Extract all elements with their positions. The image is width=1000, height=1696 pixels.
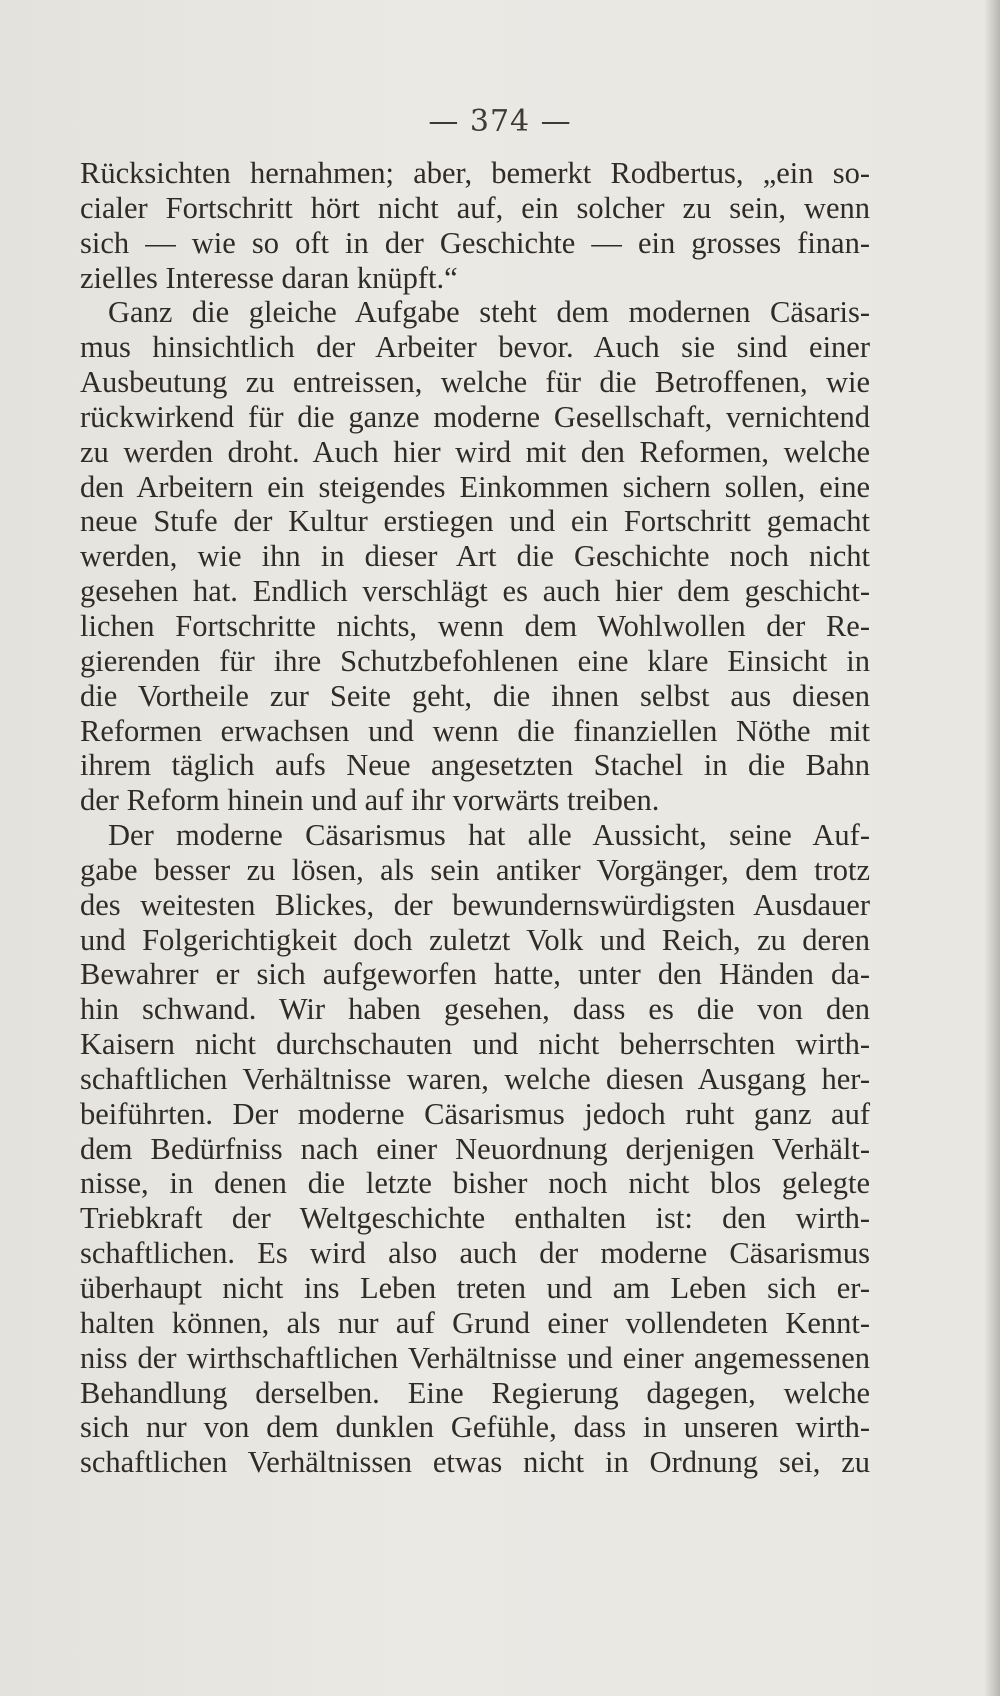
text-line: den Arbeitern ein steigendes Einkommen sichern sollen, eine xyxy=(80,469,870,504)
text-line: Behandlung derselben. Eine Regierung dagegen, welche xyxy=(80,1375,870,1410)
text-line: halten können, als nur auf Grund einer vollendeten Kennt- xyxy=(80,1305,870,1340)
text-line: Ausbeutung zu entreissen, welche für die Betroffenen, wie xyxy=(80,365,870,400)
text-line: sich — wie so oft in der Geschichte — ein grosses finan- xyxy=(80,225,870,260)
text-line: schaftlichen Verhältnissen etwas nicht in Ordnung sei, zu xyxy=(80,1445,870,1480)
text-line: Bewahrer er sich aufgeworfen hatte, unter den Händen da- xyxy=(80,957,870,992)
text-line: neue Stufe der Kultur erstiegen und ein Fortschritt gemacht xyxy=(80,504,870,539)
text-line: niss der wirthschaftlichen Verhältnisse und einer angemessenen xyxy=(80,1340,870,1375)
text-line: schaftlichen Verhältnisse waren, welche diesen Ausgang her- xyxy=(80,1061,870,1096)
text-line: sich nur von dem dunklen Gefühle, dass in unseren wirth- xyxy=(80,1410,870,1445)
text-line: ihrem täglich aufs Neue angesetzten Stachel in die Bahn xyxy=(80,748,870,783)
text-line: der Reform hinein und auf ihr vorwärts treiben. xyxy=(80,783,660,818)
text-line: Reformen erwachsen und wenn die finanziellen Nöthe mit xyxy=(80,713,870,748)
page-edge-shadow xyxy=(984,0,1000,1696)
text-line: die Vortheile zur Seite geht, die ihnen selbst aus diesen xyxy=(80,678,870,713)
text-line: lichen Fortschritte nichts, wenn dem Wohlwollen der Re- xyxy=(80,608,870,643)
page-number: — 374 — xyxy=(428,104,572,139)
text-line: Der moderne Cäsarismus hat alle Aussicht, seine Auf- xyxy=(108,818,870,853)
text-line: nisse, in denen die letzte bisher noch nicht blos gelegte xyxy=(80,1166,870,1201)
text-line: rückwirkend für die ganze moderne Gesellschaft, vernichtend xyxy=(80,399,870,434)
text-line: zu werden droht. Auch hier wird mit den Reformen, welche xyxy=(80,434,870,469)
text-line: cialer Fortschritt hört nicht auf, ein solcher zu sein, wenn xyxy=(80,190,870,225)
text-line: und Folgerichtigkeit doch zuletzt Volk und Reich, zu deren xyxy=(80,922,870,957)
body-text xyxy=(80,156,870,1480)
text-line: schaftlichen. Es wird also auch der moderne Cäsarismus xyxy=(80,1236,870,1271)
text-line: beiführten. Der moderne Cäsarismus jedoch ruht ganz auf xyxy=(80,1096,870,1131)
text-line: Ganz die gleiche Aufgabe steht dem modernen Cäsaris- xyxy=(108,295,870,330)
text-line: zielles Interesse daran knüpft.“ xyxy=(80,260,458,295)
text-line: Rücksichten hernahmen; aber, bemerkt Rodbertus, „ein so- xyxy=(80,156,870,190)
text-line: Triebkraft der Weltgeschichte enthalten ist: den wirth- xyxy=(80,1201,870,1236)
text-line: werden, wie ihn in dieser Art die Geschichte noch nicht xyxy=(80,539,870,574)
text-line: gabe besser zu lösen, als sein antiker Vorgänger, dem trotz xyxy=(80,852,870,887)
text-line: gesehen hat. Endlich verschlägt es auch hier dem geschicht- xyxy=(80,574,870,609)
text-line: Kaisern nicht durchschauten und nicht beherrschten wirth- xyxy=(80,1027,870,1062)
text-line: mus hinsichtlich der Arbeiter bevor. Auch sie sind einer xyxy=(80,330,870,365)
text-line: hin schwand. Wir haben gesehen, dass es die von den xyxy=(80,992,870,1027)
text-line: gierenden für ihre Schutzbefohlenen eine klare Einsicht in xyxy=(80,643,870,678)
text-line: des weitesten Blickes, der bewundernswürdigsten Ausdauer xyxy=(80,887,870,922)
text-line: dem Bedürfniss nach einer Neuordnung derjenigen Verhält- xyxy=(80,1131,870,1166)
text-line: überhaupt nicht ins Leben treten und am Leben sich er- xyxy=(80,1271,870,1305)
